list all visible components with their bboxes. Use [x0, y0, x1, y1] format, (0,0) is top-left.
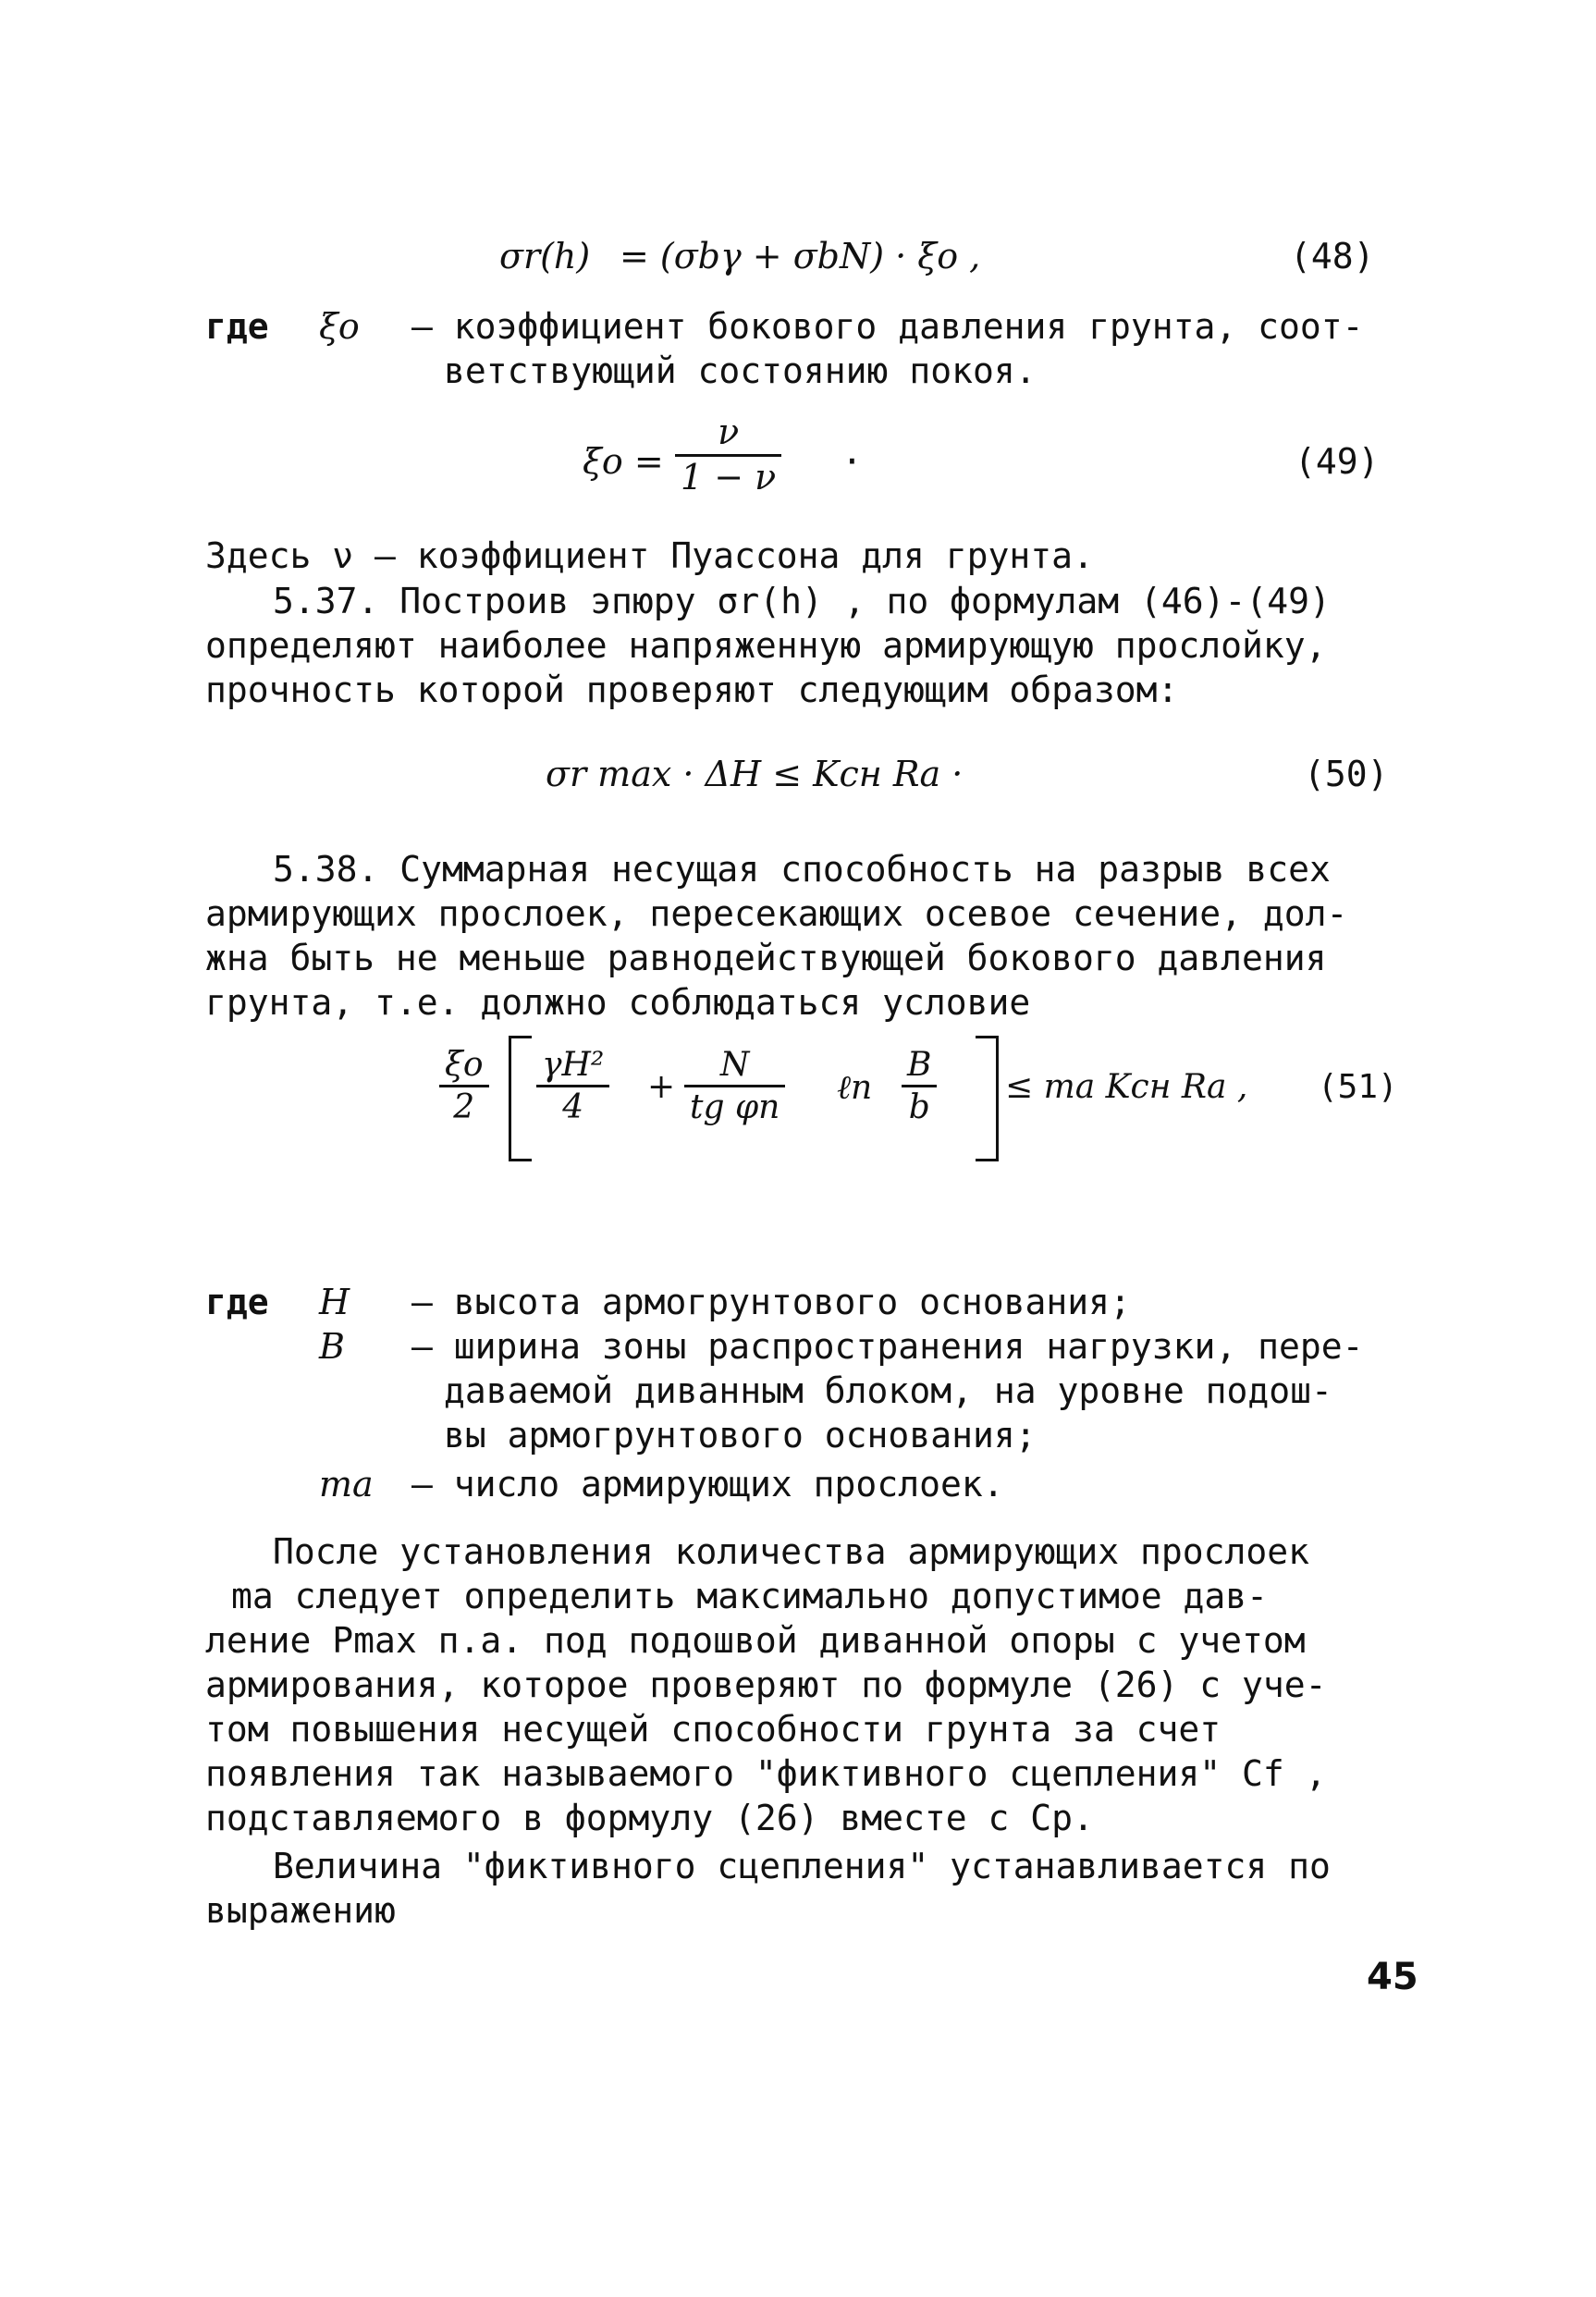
eq48-rhs: = (σbγ + σbN) · ξo , — [620, 236, 981, 276]
defs-symbol-B: B — [319, 1326, 345, 1367]
eq48-lhs: σr(h) — [499, 236, 591, 276]
defs-symbol-H: H — [319, 1282, 350, 1322]
eq49-fraction — [675, 411, 781, 498]
last-line1: Величина "фиктивного сцепления" устанавливается по — [273, 1846, 1331, 1886]
defs-ma-text: – число армирующих прослоек. — [411, 1464, 1004, 1505]
equation-49 — [583, 411, 1415, 513]
eq51-t2-den: tg φn — [690, 1088, 780, 1127]
equation-50 — [546, 754, 1424, 818]
p537-line1: 5.37. Построив эпюру σr(h) , по формулам (46)-(49) — [273, 581, 1331, 621]
eq51-right-bracket — [976, 1036, 999, 1161]
p538-line2: армирующих прослоек, пересекающих осевое сечение, дол- — [205, 893, 1348, 934]
defs-H-text: – высота армогрунтового основания; — [411, 1282, 1131, 1322]
where-xi-line1: – коэффициент бокового давления грунта, соот- — [411, 306, 1364, 347]
page-number: 45 — [1367, 1956, 1418, 1998]
equation-51 — [439, 1026, 1456, 1165]
defs-B-text-3: вы армогрунтового основания; — [444, 1415, 1037, 1456]
eq51-plus: + — [647, 1068, 676, 1106]
after-line2: mа следует определить максимально допустимое дав- — [231, 1576, 1269, 1616]
eq50-expression: σr max · ΔH ≤ Kсн Rа · — [546, 754, 964, 794]
where-label-1: где — [205, 306, 269, 347]
eq51-number: (51) — [1318, 1068, 1398, 1106]
after-line1: После установления количества армирующих прослоек — [273, 1531, 1310, 1572]
eq51-coefficient — [439, 1045, 489, 1127]
p538-line4: грунта, т.е. должно соблюдаться условие — [205, 982, 1031, 1023]
eq49-lhs: ξo = — [583, 441, 664, 482]
after-line3: ление Pmax п.а. под подошвой диванной опоры с учетом — [205, 1620, 1306, 1661]
defs-symbol-ma: mа — [319, 1464, 374, 1505]
poisson-definition: Здесь ν – коэффициент Пуассона для грунта. — [205, 535, 1094, 576]
eq49-tail: · — [841, 441, 863, 482]
eq51-left-bracket — [509, 1036, 532, 1161]
eq48-number: (48) — [1290, 236, 1375, 276]
p537-line2: определяют наиболее напряженную армирующую прослойку, — [205, 625, 1327, 666]
after-line5: том повышения несущей способности грунта за счет — [205, 1709, 1222, 1750]
where-xi-line2: ветствующий состоянию покоя. — [444, 350, 1037, 391]
eq49-denominator: 1 − ν — [681, 456, 777, 497]
p538-line1: 5.38. Суммарная несущая способность на разрыв всех — [273, 849, 1331, 890]
eq51-coef-den: 2 — [453, 1088, 475, 1127]
eq51-t3-den: b — [908, 1088, 930, 1127]
eq49-number: (49) — [1295, 441, 1380, 482]
p537-line3: прочность которой проверяют следующим образом: — [205, 669, 1179, 710]
equation-48 — [499, 236, 1424, 291]
after-line6: появления так называемого "фиктивного сцепления" Cf , — [205, 1753, 1327, 1794]
eq51-t3-num: B — [902, 1045, 937, 1087]
defs-label-gde: где — [205, 1282, 269, 1322]
eq51-t1-num: γH² — [536, 1045, 609, 1087]
eq51-t2-num: N — [684, 1045, 785, 1087]
eq51-term3 — [902, 1045, 937, 1127]
eq49-numerator: ν — [675, 411, 781, 457]
eq50-number: (50) — [1304, 754, 1389, 794]
defs-B-text-1: – ширина зоны распространения нагрузки, пере- — [411, 1326, 1364, 1367]
eq51-ln: ℓn — [837, 1069, 873, 1107]
eq51-term1 — [536, 1045, 609, 1127]
p538-line3: жна быть не меньше равнодействующей бокового давления — [205, 938, 1327, 978]
eq51-rhs: ≤ mа Kсн Rа , — [1005, 1068, 1248, 1106]
eq51-t1-den: 4 — [562, 1088, 584, 1127]
eq51-coef-num: ξo — [439, 1045, 489, 1087]
after-line4: армирования, которое проверяют по формуле (26) с уче- — [205, 1664, 1327, 1705]
defs-B-text-2: даваемой диванным блоком, на уровне подош- — [444, 1370, 1332, 1411]
after-line7: подставляемого в формулу (26) вместе с Cp. — [205, 1798, 1094, 1838]
eq51-term2 — [684, 1045, 785, 1127]
last-line2: выражению — [205, 1890, 396, 1931]
where-symbol-xi: ξo — [319, 306, 360, 347]
